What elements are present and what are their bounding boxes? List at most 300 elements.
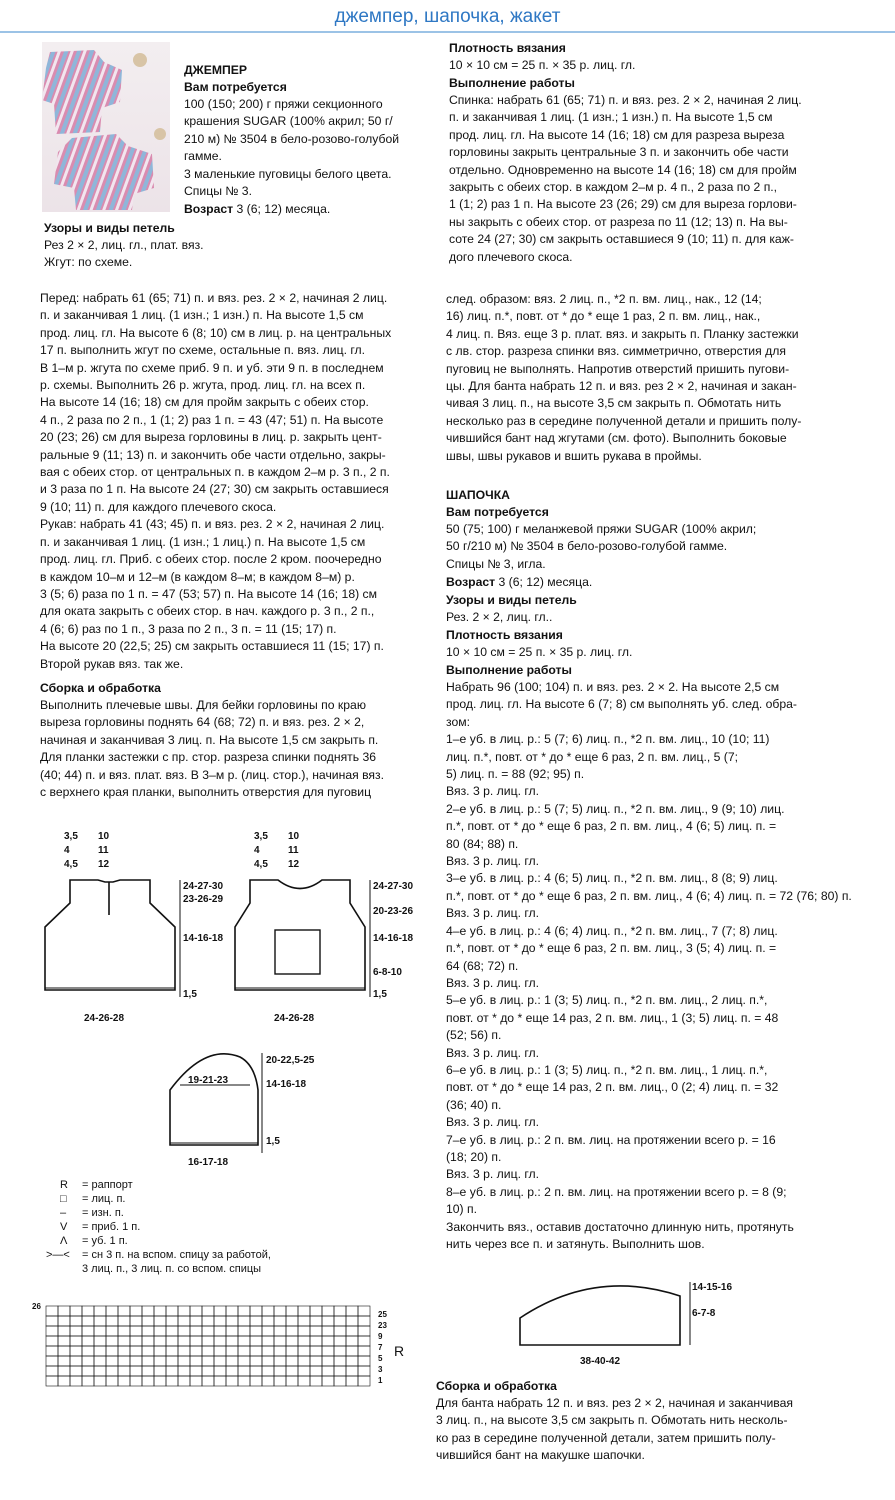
legend-purl-symbol: – [60, 1207, 67, 1219]
front-width: 24-26-28 [84, 1013, 125, 1024]
chart-cell [46, 1336, 58, 1346]
legend-purl-text: = изн. п. [82, 1207, 124, 1219]
chart-cell [334, 1326, 346, 1336]
chart-cell [250, 1356, 262, 1366]
chart-cell [310, 1376, 322, 1386]
chart-cell [238, 1346, 250, 1356]
hat-assembly-heading: Сборка и обработка [436, 1379, 557, 1393]
chart-cell [166, 1326, 178, 1336]
chart-cell [166, 1366, 178, 1376]
chart-cell [286, 1306, 298, 1316]
front-label-10: 10 [98, 831, 110, 842]
chart-cell [310, 1356, 322, 1366]
chart-cell [322, 1336, 334, 1346]
chart-cell [130, 1366, 142, 1376]
chart-cell [82, 1326, 94, 1336]
chart-cell [94, 1306, 106, 1316]
chart-cell [142, 1306, 154, 1316]
jumper-assembly-heading: Сборка и обработка [40, 681, 161, 695]
chart-cell [334, 1366, 346, 1376]
chart-cell [178, 1356, 190, 1366]
chart-cell [346, 1336, 358, 1346]
chart-cell [214, 1366, 226, 1376]
front-label-3-5: 3,5 [64, 831, 78, 842]
front-height-rib: 1,5 [183, 989, 197, 1000]
hat-materials-heading: Вам потребуется [446, 505, 549, 519]
jumper-assembly-text: Выполнить плечевые швы. Для бейки горловины по краю выреза горловины поднять 64 (68; 72) п. и вяз. рез. 2 × 2, начиная и заканчивая 3 лиц. п. На высоте 1,5 см закрыть п. Для планки застежки с пр. стор. разреза спинки поднять 36 (40; 44) п. и вяз. плат. вяз. В 3–м р. (лиц. стор.), начиная вяз. с верхнего края планки, выполнить отверстия для пуговиц [40, 698, 385, 800]
chart-cell [142, 1346, 154, 1356]
chart-cell [118, 1346, 130, 1356]
sleeve-cap-width: 19-21-23 [188, 1075, 229, 1086]
chart-cell [226, 1326, 238, 1336]
chart-cell [358, 1366, 370, 1376]
hat-assembly-text: Для банта набрать 12 п. и вяз. рез 2 × 2, начиная и заканчивая 3 лиц. п., на высоте 3,5 см закрыть п. Обмотать нить несколь- ко раз в середине полученной детали, затем пришить полу- чившийся бант на макушке шапочки. [436, 1396, 793, 1463]
chart-cell [238, 1376, 250, 1386]
jumper-age-value: 3 (6; 12) месяца. [233, 202, 331, 216]
chart-cell [274, 1346, 286, 1356]
hat-work-heading: Выполнение работы [446, 663, 572, 677]
back-label-12: 12 [288, 859, 300, 870]
chart-cell [250, 1316, 262, 1326]
chart-cell [262, 1306, 274, 1316]
chart-cell [214, 1376, 226, 1386]
jumper-photo [42, 42, 170, 212]
chart-cell [142, 1356, 154, 1366]
chart-cell [154, 1356, 166, 1366]
chart-cell [334, 1356, 346, 1366]
hat-patterns-heading: Узоры и виды петель [446, 593, 577, 607]
jumper-materials-heading: Вам потребуется [184, 80, 287, 94]
front-height-total: 24-27-30 [183, 881, 224, 892]
chart-cell [298, 1306, 310, 1316]
chart-cell [226, 1376, 238, 1386]
chart-cell [202, 1366, 214, 1376]
chart-cell [346, 1346, 358, 1356]
chart-cell [238, 1306, 250, 1316]
chart-cell [166, 1356, 178, 1366]
chart-row-number: 5 [378, 1354, 383, 1363]
chart-cell [262, 1376, 274, 1386]
chart-row-number: 3 [378, 1365, 383, 1374]
chart-cell [226, 1316, 238, 1326]
chart-cell [202, 1326, 214, 1336]
chart-cell [58, 1356, 70, 1366]
chart-cell [82, 1376, 94, 1386]
chart-cell [310, 1306, 322, 1316]
chart-cell [346, 1306, 358, 1316]
chart-cell [298, 1316, 310, 1326]
chart-cell [226, 1356, 238, 1366]
chart-cell [346, 1326, 358, 1336]
chart-cell [346, 1376, 358, 1386]
chart-cell [46, 1306, 58, 1316]
chart-cell [118, 1376, 130, 1386]
chart-cell [214, 1336, 226, 1346]
chart-cell [142, 1326, 154, 1336]
chart-cell [70, 1326, 82, 1336]
chart-cell [118, 1356, 130, 1366]
chart-row-number: 1 [378, 1376, 383, 1385]
chart-cell [322, 1306, 334, 1316]
chart-cell [118, 1316, 130, 1326]
chart-cell [118, 1336, 130, 1346]
hat-age-label: Возраст [446, 575, 496, 589]
chart-cell [82, 1316, 94, 1326]
chart-cell [286, 1376, 298, 1386]
chart-cell [214, 1346, 226, 1356]
legend-increase-symbol: V [60, 1221, 68, 1233]
chart-cell [82, 1356, 94, 1366]
chart-cell [322, 1356, 334, 1366]
chart-cell [322, 1316, 334, 1326]
chart-cell [70, 1366, 82, 1376]
chart-cell [310, 1326, 322, 1336]
chart-cell [262, 1356, 274, 1366]
chart-cell [190, 1306, 202, 1316]
chart-cell [46, 1356, 58, 1366]
chart-cell [46, 1376, 58, 1386]
chart-cell [274, 1316, 286, 1326]
chart-cell [142, 1366, 154, 1376]
chart-cell [82, 1366, 94, 1376]
chart-cell [106, 1356, 118, 1366]
back-pattern-diagram [230, 825, 430, 1030]
chart-cell [202, 1376, 214, 1386]
chart-cell [58, 1326, 70, 1336]
chart-cell [250, 1326, 262, 1336]
chart-cell [130, 1356, 142, 1366]
chart-row-26-label: 26 [32, 1302, 41, 1311]
front-label-11: 11 [98, 845, 109, 856]
hat-density: 10 × 10 см = 25 п. × 35 р. лиц. гл. [446, 645, 633, 659]
back-height-slit: 6-8-10 [373, 967, 402, 978]
chart-cell [106, 1306, 118, 1316]
sleeve-width: 16-17-18 [188, 1157, 229, 1168]
chart-cell [190, 1376, 202, 1386]
chart-cell [202, 1346, 214, 1356]
chart-cell [190, 1326, 202, 1336]
chart-cell [178, 1316, 190, 1326]
back-label-4-5: 4,5 [254, 859, 268, 870]
chart-cell [238, 1336, 250, 1346]
hat-height-straight: 6-7-8 [692, 1308, 716, 1319]
chart-cell [118, 1326, 130, 1336]
back-height-neck: 20-23-26 [373, 906, 414, 917]
chart-cell [262, 1326, 274, 1336]
chart-cell [118, 1306, 130, 1316]
chart-cell [346, 1316, 358, 1326]
chart-cell [214, 1316, 226, 1326]
hat-materials: 50 (75; 100) г меланжевой пряжи SUGAR (100% акрил; 50 г/210 м) № 3504 в бело-розово-голубой гамме. Спицы № 3, игла. [446, 522, 757, 571]
chart-cell [142, 1376, 154, 1386]
chart-cell [322, 1366, 334, 1376]
jumper-materials: 100 (150; 200) г пряжи секционного крашения SUGAR (100% акрил; 50 г/ 210 м) № 3504 в бело-розово-голубой гамме. 3 маленькие пуговицы белого цвета. Спицы № 3. [184, 97, 400, 199]
legend-cable-text: = сн 3 п. на вспом. спицу за работой, 3 лиц. п., 3 лиц. п. со вспом. спицы [82, 1249, 271, 1276]
hat-pattern-diagram [510, 1278, 750, 1368]
chart-cell [106, 1326, 118, 1336]
chart-row-number: 7 [378, 1343, 383, 1352]
cable-chart [32, 1300, 422, 1400]
chart-cell [166, 1346, 178, 1356]
header-divider [0, 31, 895, 33]
chart-cell [70, 1356, 82, 1366]
front-height-armhole: 14-16-18 [183, 933, 224, 944]
legend-knit-text: = лиц. п. [82, 1193, 126, 1205]
chart-cell [70, 1376, 82, 1386]
chart-cell [70, 1346, 82, 1356]
chart-cell [226, 1366, 238, 1376]
hat-age-value: 3 (6; 12) месяца. [495, 575, 593, 589]
hat-width: 38-40-42 [580, 1356, 621, 1367]
jumper-back-text: Спинка: набрать 61 (65; 71) п. и вяз. рез. 2 × 2, начиная 2 лиц. п. и заканчивая 1 лиц. (1 изн.; 1 изн.) п. На высоте 1,5 см прод. лиц. гл. На высоте 14 (16; 18) см для разреза выреза горловины закрыть центральные 3 п. и закончить обе части отдельно. Одновременно на высоте 14 (16; 18) см для пройм закрыть с обеих стор. в каждом 2–м р. 4 п., 2 раза по 2 п., 1 (1; 2) раз 1 п. На высоте 23 (26; 29) см для выреза горлови- ны закрыть с обеих стор. от разреза по 11 (12; 13) п. На вы- соте 24 (27; 30) см закрыть оставшиеся 9 (10; 11) п. для каж- дого плечевого скоса. [449, 93, 802, 264]
chart-cell [274, 1356, 286, 1366]
back-label-4: 4 [254, 845, 260, 856]
chart-cell [238, 1316, 250, 1326]
legend-repeat-symbol: R [60, 1179, 68, 1191]
chart-cell [298, 1366, 310, 1376]
chart-cell [226, 1306, 238, 1316]
chart-cell [358, 1356, 370, 1366]
chart-cell [82, 1306, 94, 1316]
chart-cell [178, 1336, 190, 1346]
chart-cell [250, 1336, 262, 1346]
back-height-total: 24-27-30 [373, 881, 414, 892]
jumper-density-heading: Плотность вязания [449, 41, 566, 55]
chart-cell [46, 1316, 58, 1326]
chart-cell [166, 1336, 178, 1346]
chart-cell [190, 1356, 202, 1366]
chart-cell [346, 1356, 358, 1366]
chart-cell [310, 1336, 322, 1346]
chart-cell [82, 1336, 94, 1346]
chart-cell [130, 1306, 142, 1316]
chart-cell [46, 1346, 58, 1356]
chart-cell [106, 1346, 118, 1356]
chart-cell [58, 1336, 70, 1346]
chart-cell [322, 1376, 334, 1386]
chart-cell [286, 1346, 298, 1356]
chart-cell [142, 1336, 154, 1346]
chart-cell [166, 1306, 178, 1316]
chart-cell [358, 1336, 370, 1346]
jumper-work-heading: Выполнение работы [449, 76, 575, 90]
chart-cell [250, 1366, 262, 1376]
chart-cell [298, 1346, 310, 1356]
chart-cell [154, 1346, 166, 1356]
chart-cell [82, 1346, 94, 1356]
chart-cell [46, 1366, 58, 1376]
chart-row-number: 25 [378, 1310, 387, 1319]
chart-cell [238, 1326, 250, 1336]
chart-cell [190, 1366, 202, 1376]
back-height-rib: 1,5 [373, 989, 387, 1000]
chart-cell [94, 1366, 106, 1376]
chart-cell [334, 1316, 346, 1326]
chart-cell [130, 1316, 142, 1326]
chart-cell [250, 1346, 262, 1356]
chart-cell [94, 1376, 106, 1386]
chart-cell [334, 1376, 346, 1386]
chart-cell [190, 1316, 202, 1326]
chart-cell [334, 1336, 346, 1346]
chart-cell [322, 1346, 334, 1356]
front-pattern-diagram [40, 825, 260, 1030]
chart-cell [178, 1366, 190, 1376]
jumper-patterns: Рез 2 × 2, лиц. гл., плат. вяз. Жгут: по схеме. [44, 238, 204, 270]
chart-cell [106, 1376, 118, 1386]
hat-age [446, 574, 592, 591]
chart-cell [94, 1346, 106, 1356]
chart-cell [214, 1306, 226, 1316]
chart-cell [130, 1376, 142, 1386]
chart-cell [262, 1336, 274, 1346]
hat-work-text: Набрать 96 (100; 104) п. и вяз. рез. 2 × 2. На высоте 2,5 см прод. лиц. гл. На высоте 6 (7; 8) см выполнять уб. след. обра- зом: 1–е уб. в лиц. р.: 5 (7; 6) лиц. п., *2 п. вм. лиц., 10 (10; 11) лиц. п.*, повт. от * до * еще 6 раз, 2 п. вм. лиц., 5 (7; 5) лиц. п. = 88 (92; 95) п. Вяз. 3 р. лиц. гл. 2–е уб. в лиц. р.: 5 (7; 5) лиц. п., *2 п. вм. лиц., 9 (9; 10) лиц. п.*, повт. от * до * еще 6 раз, 2 п. вм. лиц., 4 (6; 5) лиц. п. = 80 (84; 88) п. Вяз. 3 р. лиц. гл. 3–е уб. в лиц. р.: 4 (6; 5) лиц. п., *2 п. вм. лиц., 8 (8; 9) лиц. п.*, повт. от * до * еще 6 раз, 2 п. вм. лиц., 4 (6; 4) лиц. п. = 72 (76; 80) п. Вяз. 3 р. лиц. гл. 4–е уб. в лиц. р.: 4 (6; 4) лиц. п., *2 п. вм. лиц., 7 (7; 8) лиц. п.*, повт. от * до * еще 6 раз, 2 п. вм. лиц., 3 (5; 4) лиц. п. = 64 (68; 72) п. Вяз. 3 р. лиц. гл. 5–е уб. в лиц. р.: 1 (3; 5) лиц. п., *2 п. вм. лиц., 2 лиц. п.*, повт. от * до * еще 14 раз, 2 п. вм. лиц., 1 (3; 5) лиц. п. = 48 (52; 56) п. Вяз. 3 р. лиц. гл. 6–е уб. в лиц. р.: 1 (3; 5) лиц. п., *2 п. вм. лиц., 1 лиц. п.*, повт. от * до * еще 14 раз, 2 п. вм. лиц., 0 (2; 4) лиц. п. = 32 (36; 40) п. Вяз. 3 р. лиц. гл. 7–е уб. в лиц. р.: 2 п. вм. лиц. на протяжении всего р. = 16 (18; 20) п. Вяз. 3 р. лиц. гл. 8–е уб. в лиц. р.: 2 п. вм. лиц. на протяжении всего р. = 8 (9; 10) п. Закончить вяз., оставив достаточно длинную нить, протянуть нить через все п. и затянуть. Выполнить шов. [446, 680, 852, 1251]
cable-chart-grid [42, 1300, 422, 1400]
chart-cell [358, 1316, 370, 1326]
chart-cell [214, 1356, 226, 1366]
jumper-age-label: Возраст [184, 202, 234, 216]
chart-cell [202, 1316, 214, 1326]
legend-decrease-text: = уб. 1 п. [82, 1235, 128, 1247]
hat-patterns: Рез. 2 × 2, лиц. гл.. [446, 610, 553, 624]
chart-cell [118, 1366, 130, 1376]
chart-cell [262, 1346, 274, 1356]
jumper-front-sleeve-text: Перед: набрать 61 (65; 71) п. и вяз. рез. 2 × 2, начиная 2 лиц. п. и заканчивая 1 лиц. (1 изн.; 1 изн.) п. На высоте 1,5 см прод. лиц. гл. На высоте 6 (8; 10) см в лиц. р. на центральных 17 п. выполнить жгут по схеме, остальные п. вяз. лиц. гл. В 1–м р. жгута по схеме приб. 9 п. и уб. эти 9 п. в последнем р. схемы. Выполнить 26 р. жгута, прод. лиц. гл. на всех п. На высоте 14 (16; 18) см для пройм закрыть с обеих стор. 4 п., 2 раза по 2 п., 1 (1; 2) раз 1 п. = 43 (47; 51) п. На высоте 20 (23; 26) см для выреза горловины в лиц. р. закрыть цент- ральные 9 (11; 13) п. и закончить обе части отдельно, закры- вая с обеих стор. от центральных п. в каждом 2–м р. 3 п., 2 п. и 3 раза по 1 п. На высоте 24 (27; 30) см закрыть оставшиеся 9 (10; 11) п. для каждого плечевого скоса. Рукав: набрать 41 (43; 45) п. и вяз. рез. 2 × 2, начиная 2 лиц. п. и заканчивая 1 лиц. (1 изн.; 1 лиц.) п. На высоте 1,5 см прод. лиц. гл. Приб. с обеих стор. после 2 кром. поочередно в каждом 10–м и 12–м (в каждом 8–м; в каждом 8–м) р. 3 (5; 6) раза по 1 п. = 47 (53; 57) п. На высоте 14 (16; 18) см для оката закрыть с обеих стор. в нач. каждого р. 3 п., 2 п., 4 (6; 6) раз по 1 п., 3 раза по 2 п., 3 п. = 11 (15; 17) п. На высоте 20 (22,5; 25) см закрыть оставшиеся 11 (15; 17) п. Второй рукав вяз. так же. [40, 291, 392, 671]
back-label-11: 11 [288, 845, 299, 856]
chart-cell [346, 1366, 358, 1376]
chart-cell [358, 1326, 370, 1336]
chart-cell [286, 1326, 298, 1336]
legend-knit-symbol: □ [60, 1193, 67, 1205]
chart-cell [106, 1336, 118, 1346]
chart-cell [334, 1346, 346, 1356]
back-label-10: 10 [288, 831, 300, 842]
chart-cell [46, 1326, 58, 1336]
chart-cell [70, 1336, 82, 1346]
chart-cell [154, 1326, 166, 1336]
chart-cell [142, 1316, 154, 1326]
chart-cell [58, 1366, 70, 1376]
chart-cell [298, 1356, 310, 1366]
chart-cell [190, 1336, 202, 1346]
chart-cell [310, 1366, 322, 1376]
front-label-12: 12 [98, 859, 110, 870]
chart-cell [178, 1346, 190, 1356]
jumper-age [184, 201, 330, 218]
chart-cell [154, 1336, 166, 1346]
back-label-3-5: 3,5 [254, 831, 268, 842]
chart-cell [358, 1376, 370, 1386]
chart-cell [154, 1316, 166, 1326]
chart-cell [58, 1306, 70, 1316]
sleeve-height-total: 20-22,5-25 [266, 1055, 315, 1066]
chart-cell [298, 1376, 310, 1386]
hat-title: ШАПОЧКА [446, 488, 510, 502]
hat-density-heading: Плотность вязания [446, 628, 563, 642]
sleeve-height-rib: 1,5 [266, 1136, 280, 1147]
back-width: 24-26-28 [274, 1013, 315, 1024]
chart-cell [334, 1306, 346, 1316]
chart-cell [322, 1326, 334, 1336]
chart-cell [226, 1346, 238, 1356]
legend-decrease-symbol: Λ [60, 1235, 68, 1247]
chart-cell [286, 1336, 298, 1346]
chart-cell [310, 1346, 322, 1356]
chart-cell [178, 1326, 190, 1336]
chart-cell [58, 1316, 70, 1326]
front-label-4-5: 4,5 [64, 859, 78, 870]
chart-repeat-mark: R [394, 1343, 405, 1359]
chart-cell [58, 1346, 70, 1356]
chart-cell [166, 1376, 178, 1386]
chart-cell [262, 1366, 274, 1376]
chart-cell [70, 1316, 82, 1326]
chart-cell [94, 1316, 106, 1326]
back-height-armhole: 14-16-18 [373, 933, 414, 944]
chart-cell [238, 1356, 250, 1366]
page-title: джемпер, шапочка, жакет [334, 6, 561, 27]
chart-cell [94, 1336, 106, 1346]
chart-cell [202, 1336, 214, 1346]
chart-cell [274, 1306, 286, 1316]
hat-height-total: 14-15-16 [692, 1282, 733, 1293]
chart-cell [166, 1316, 178, 1326]
jumper-title: ДЖЕМПЕР [184, 63, 247, 77]
chart-cell [250, 1306, 262, 1316]
chart-cell [358, 1306, 370, 1316]
chart-cell [106, 1366, 118, 1376]
chart-cell [310, 1316, 322, 1326]
chart-row-number: 9 [378, 1332, 383, 1341]
sleeve-pattern-diagram [160, 1045, 330, 1175]
chart-cell [286, 1356, 298, 1366]
chart-cell [154, 1376, 166, 1386]
chart-cell [274, 1326, 286, 1336]
chart-cell [286, 1316, 298, 1326]
chart-cell [250, 1376, 262, 1386]
legend-repeat-text: = раппорт [82, 1179, 133, 1191]
chart-cell [238, 1366, 250, 1376]
chart-cell [58, 1376, 70, 1386]
chart-cell [298, 1336, 310, 1346]
chart-cell [70, 1306, 82, 1316]
front-height-neck: 23-26-29 [183, 894, 224, 905]
jumper-patterns-heading: Узоры и виды петель [44, 221, 175, 235]
chart-cell [274, 1366, 286, 1376]
front-label-4: 4 [64, 845, 70, 856]
chart-cell [286, 1366, 298, 1376]
chart-cell [130, 1336, 142, 1346]
chart-cell [274, 1336, 286, 1346]
chart-cell [214, 1326, 226, 1336]
chart-cell [226, 1336, 238, 1346]
chart-cell [154, 1366, 166, 1376]
chart-cell [358, 1346, 370, 1356]
chart-cell [178, 1306, 190, 1316]
chart-row-number: 23 [378, 1321, 387, 1330]
chart-cell [274, 1376, 286, 1386]
legend-cable-symbol: >—< [46, 1249, 70, 1261]
chart-cell [106, 1316, 118, 1326]
jumper-density: 10 × 10 см = 25 п. × 35 р. лиц. гл. [449, 58, 636, 72]
jumper-assembly-continued: след. образом: вяз. 2 лиц. п., *2 п. вм. лиц., нак., 12 (14; 16) лиц. п.*, повт. от * до * еще 1 раз, 2 п. вм. лиц., нак., 4 лиц. п. Вяз. еще 3 р. плат. вяз. и закрыть п. Планку застежки с лв. стор. разреза спинки вяз. симметрично, отверстия для пуговиц не выполнять. Напротив отверстий пришить пугови- цы. Для банта набрать 12 п. и вяз. рез 2 × 2, начиная и закан- чивая 3 лиц. п., на высоте 3,5 см закрыть п. Обмотать нить несколько раз в середине полученной детали и пришить полу- чившийся бант над жгутами (см. фото). Выполнить боковые швы, швы рукавов и вшить рукава в проймы. [446, 292, 802, 463]
chart-cell [130, 1346, 142, 1356]
chart-cell [298, 1326, 310, 1336]
chart-cell [94, 1356, 106, 1366]
chart-cell [154, 1306, 166, 1316]
chart-cell [202, 1306, 214, 1316]
sleeve-height-underarm: 14-16-18 [266, 1079, 307, 1090]
